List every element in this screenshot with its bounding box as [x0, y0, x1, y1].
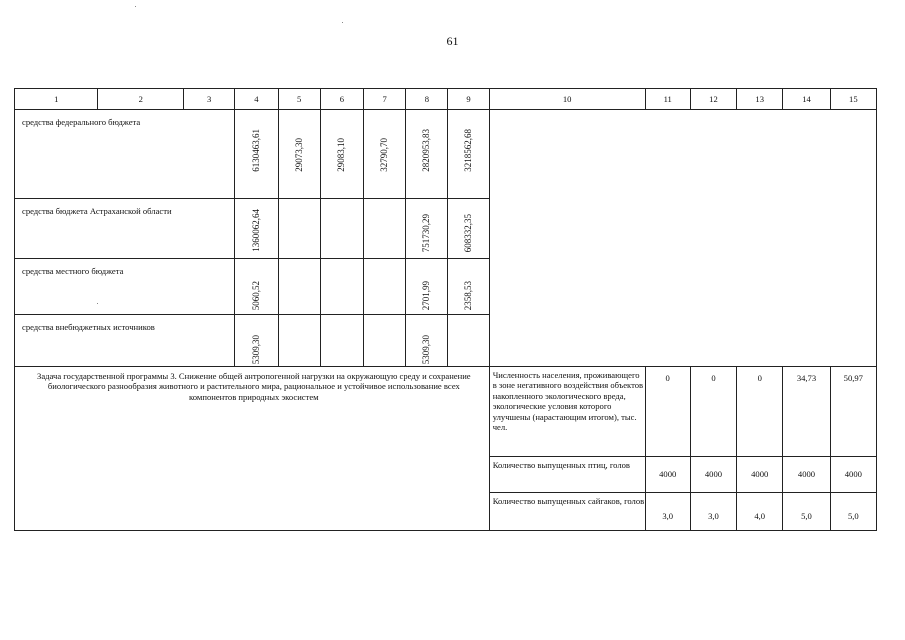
amount-cell	[235, 259, 278, 315]
indicator-value: 50,97	[830, 367, 876, 457]
column-number: 13	[737, 89, 783, 110]
column-number: 5	[278, 89, 320, 110]
funding-source-label: средства бюджета Астраханской области	[15, 199, 235, 259]
column-number-row	[15, 89, 877, 110]
amount-value: 6130463,61	[250, 129, 261, 172]
column-number: 1	[15, 89, 98, 110]
amount-cell	[278, 110, 320, 199]
funding-source-label: средства федерального бюджета	[15, 110, 235, 199]
indicator-value: 34,73	[783, 367, 830, 457]
amount-cell	[448, 199, 489, 259]
page-number: 61	[446, 34, 459, 48]
amount-cell	[406, 315, 448, 367]
column-number: 6	[320, 89, 363, 110]
program-task-text: Задача государственной программы 3. Снижение общей антропогенной нагрузки на окружающую среду и сохранение биологического разнообразия животного и растительного мира, рациональное и устойчивое использование всех компонентов природных экосистем	[15, 367, 490, 531]
column-number: 14	[783, 89, 830, 110]
amount-cell	[363, 315, 405, 367]
column-number: 10	[489, 89, 645, 110]
column-number: 7	[363, 89, 405, 110]
column-number: 2	[98, 89, 183, 110]
amount-cell	[406, 199, 448, 259]
amount-cell	[278, 199, 320, 259]
amount-cell	[278, 315, 320, 367]
amount-value: 2701,99	[421, 280, 432, 310]
column-number: 11	[645, 89, 690, 110]
amount-cell	[320, 259, 363, 315]
amount-value: 751730,29	[421, 213, 432, 252]
amount-cell	[363, 199, 405, 259]
amount-value: 29073,30	[293, 138, 304, 172]
amount-cell	[448, 259, 489, 315]
indicator-value: 4000	[783, 457, 830, 493]
amount-cell	[235, 110, 278, 199]
indicator-value: 4000	[690, 457, 736, 493]
funding-source-label: средства внебюджетных источников	[15, 315, 235, 367]
indicator-value: 3,0	[645, 493, 690, 531]
scan-speck	[342, 22, 343, 23]
amount-cell	[320, 315, 363, 367]
amount-value: 32790,70	[379, 138, 390, 172]
amount-value: 29083,10	[336, 138, 347, 172]
indicator-blank-area	[489, 110, 876, 367]
amount-cell	[363, 110, 405, 199]
column-number: 4	[235, 89, 278, 110]
amount-cell	[363, 259, 405, 315]
amount-value: 5060,52	[250, 280, 261, 310]
indicator-row	[15, 367, 877, 457]
amount-cell	[448, 315, 489, 367]
amount-value: 1360062,64	[250, 209, 261, 252]
indicator-value: 4000	[830, 457, 876, 493]
indicator-name: Численность населения, проживающего в зоне негативного воздействия объектов накопленного экологического вреда, экологические условия которого улучшены (нарастающим итогом), тыс. чел.	[489, 367, 645, 457]
amount-cell	[235, 199, 278, 259]
indicator-value: 0	[737, 367, 783, 457]
indicator-value: 5,0	[830, 493, 876, 531]
indicator-value: 4000	[645, 457, 690, 493]
amount-cell	[406, 259, 448, 315]
funding-source-label: средства местного бюджета	[15, 259, 235, 315]
amount-value: 5309,30	[250, 334, 261, 364]
indicator-value: 5,0	[783, 493, 830, 531]
amount-value: 5309,30	[421, 334, 432, 364]
indicator-value: 0	[645, 367, 690, 457]
indicator-value: 4000	[737, 457, 783, 493]
scan-speck	[135, 6, 136, 7]
amount-cell	[278, 259, 320, 315]
indicator-value: 3,0	[690, 493, 736, 531]
indicator-name: Количество выпущенных сайгаков, голов	[489, 493, 645, 531]
indicator-value: 0	[690, 367, 736, 457]
program-table	[14, 88, 877, 531]
indicator-name: Количество выпущенных птиц, голов	[489, 457, 645, 493]
amount-cell	[235, 315, 278, 367]
amount-cell	[448, 110, 489, 199]
amount-value: 608332,35	[463, 213, 474, 252]
scan-speck	[97, 303, 98, 304]
funding-row-federal	[15, 110, 877, 199]
amount-cell	[320, 110, 363, 199]
column-number: 15	[830, 89, 876, 110]
amount-value: 3218562,68	[463, 129, 474, 172]
column-number: 8	[406, 89, 448, 110]
amount-cell	[320, 199, 363, 259]
indicator-value: 4,0	[737, 493, 783, 531]
amount-value: 2358,53	[463, 280, 474, 310]
amount-value: 2820953,83	[421, 129, 432, 172]
column-number: 12	[690, 89, 736, 110]
column-number: 3	[183, 89, 234, 110]
column-number: 9	[448, 89, 489, 110]
amount-cell	[406, 110, 448, 199]
